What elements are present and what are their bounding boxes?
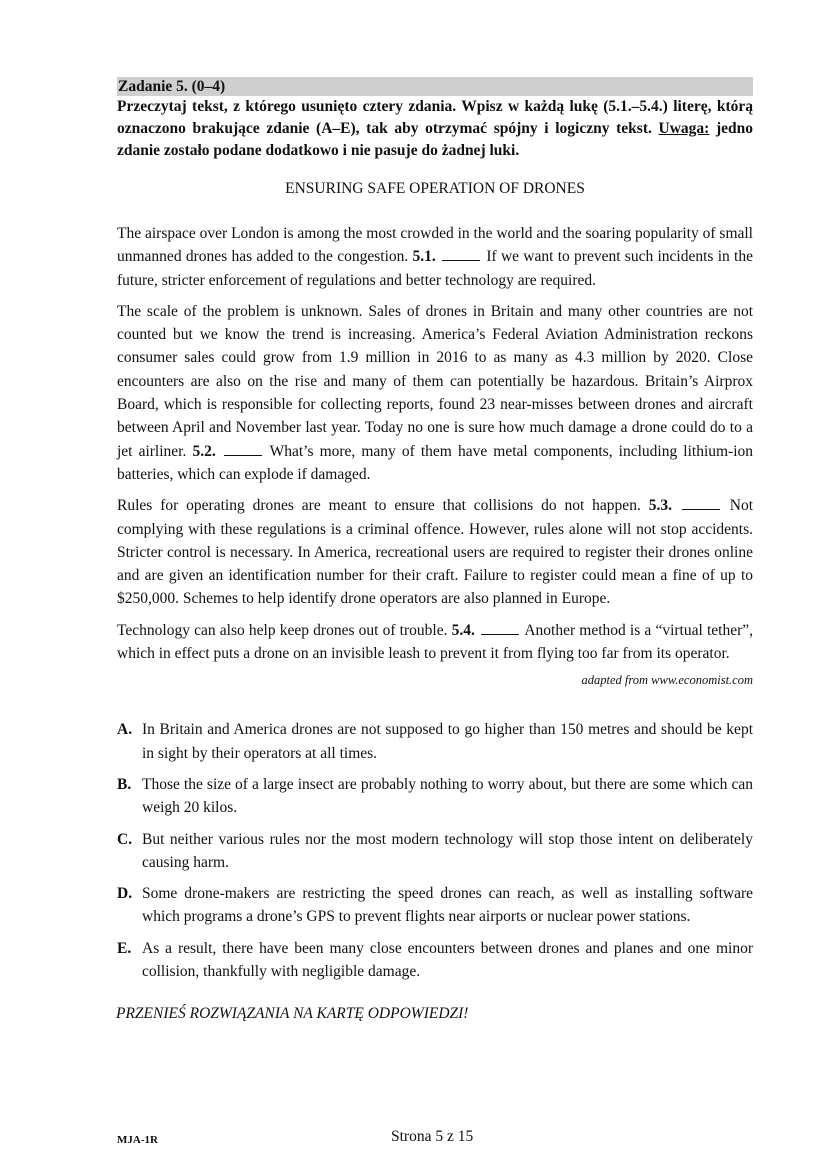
article-paragraph-3	[117, 494, 753, 610]
transfer-note: PRZENIEŚ ROZWIĄZANIA NA KARTĘ ODPOWIEDZI!	[116, 1005, 469, 1023]
footer-page-number: Strona 5 z 15	[391, 1128, 474, 1145]
paragraph-text: Rules for operating drones are meant to ensure that collisions do not happen.	[117, 497, 649, 515]
gap-blank-5-4[interactable]	[481, 622, 519, 635]
article-title: ENSURING SAFE OPERATION OF DRONES	[285, 180, 585, 197]
paragraph-text: Technology can also help keep drones out of trouble.	[117, 621, 452, 639]
option-text: Those the size of a large insect are probably nothing to worry about, but there are some which can weigh 20 kilos.	[142, 775, 753, 817]
exam-page	[117, 77, 753, 1023]
option-letter: C.	[117, 830, 133, 848]
paragraph-text: The scale of the problem is unknown. Sales of drones in Britain and many other countries are not counted but we know the trend is increasing. America’s Federal Aviation Administration reckons consumer sales could grow from 1.9 million in 2016 to as many as 4.3 million by 2020. Close encounters are also on the rise and many of them can potentially be hazardous. Britain’s Airprox Board, which is responsible for collecting reports, found 23 near-misses between drones and aircraft between April and November last year. Today no one is sure how much damage a drone could do to a jet airliner.	[117, 302, 753, 460]
option-letter: A.	[117, 721, 133, 739]
gap-blank-5-3[interactable]	[682, 497, 720, 510]
article-paragraph-4	[117, 619, 753, 666]
option-d	[117, 882, 753, 929]
gap-blank-5-2[interactable]	[224, 443, 262, 456]
paragraph-text: If we want to prevent such incidents in the future, stricter enforcement of regulations and better technology are required.	[117, 248, 753, 289]
article-paragraph-1	[117, 222, 753, 292]
option-text: As a result, there have been many close encounters between drones and planes and one minor collision, thankfully with negligible damage.	[142, 939, 753, 981]
footer-exam-code: MJA-1R	[117, 1134, 158, 1146]
option-letter: D.	[117, 885, 133, 903]
task-header: Zadanie 5. (0–4)	[117, 77, 753, 96]
gap-blank-5-1[interactable]	[442, 248, 480, 261]
option-text: In Britain and America drones are not supposed to go higher than 150 metres and should be kept in sight by their operators at all times.	[142, 721, 753, 762]
option-letter: B.	[117, 775, 132, 793]
paragraph-text: The airspace over London is among the most crowded in the world and the soaring popularity of small unmanned drones has added to the congestion.	[117, 225, 753, 266]
option-text: Some drone-makers are restricting the speed drones can reach, as well as installing software which programs a drone’s GPS to prevent flights near airports or nuclear power stations.	[142, 885, 753, 926]
paragraph-text: What’s more, many of them have metal components, including lithium-ion batteries, which can explode if damaged.	[117, 442, 754, 483]
instructions-main: Przeczytaj tekst, z którego usunięto cztery zdania. Wpisz w każdą lukę (5.1.–5.4.) literę, którą oznaczono brakujące zdanie (A–E), tak aby otrzymać spójny i logiczny tekst.	[117, 98, 753, 137]
option-text: But neither various rules nor the most modern technology will stop those intent on deliberately causing harm.	[142, 830, 753, 871]
option-b	[117, 773, 753, 820]
note-label: Uwaga:	[658, 120, 710, 137]
task-instructions	[117, 96, 753, 162]
paragraph-text: Another method is a “virtual tether”, which in effect puts a drone on an invisible leash to prevent it from flying too far from its operator.	[117, 621, 753, 663]
note-text: jedno zdanie zostało podane dodatkowo i nie pasuje do żadnej luki.	[117, 120, 754, 159]
gap-label-5-2: 5.2.	[192, 442, 216, 460]
option-a	[117, 718, 753, 765]
option-e	[117, 937, 753, 984]
gap-label-5-4: 5.4.	[451, 621, 475, 639]
paragraph-text: Not complying with these regulations is a criminal offence. However, rules alone will not stop accidents. Stricter control is necessary. In America, recreational users are required to register their drones online and are given an identification number for their craft. Failure to register could mean a fine of up to $250,000. Schemes to help identify drone operators are also planned in Europe.	[117, 497, 753, 608]
gap-label-5-1: 5.1.	[412, 248, 436, 266]
gap-label-5-3: 5.3.	[648, 497, 672, 515]
option-letter: E.	[117, 939, 132, 957]
article-paragraph-2	[117, 300, 753, 486]
option-c	[117, 828, 753, 875]
article-source: adapted from www.economist.com	[581, 673, 753, 688]
